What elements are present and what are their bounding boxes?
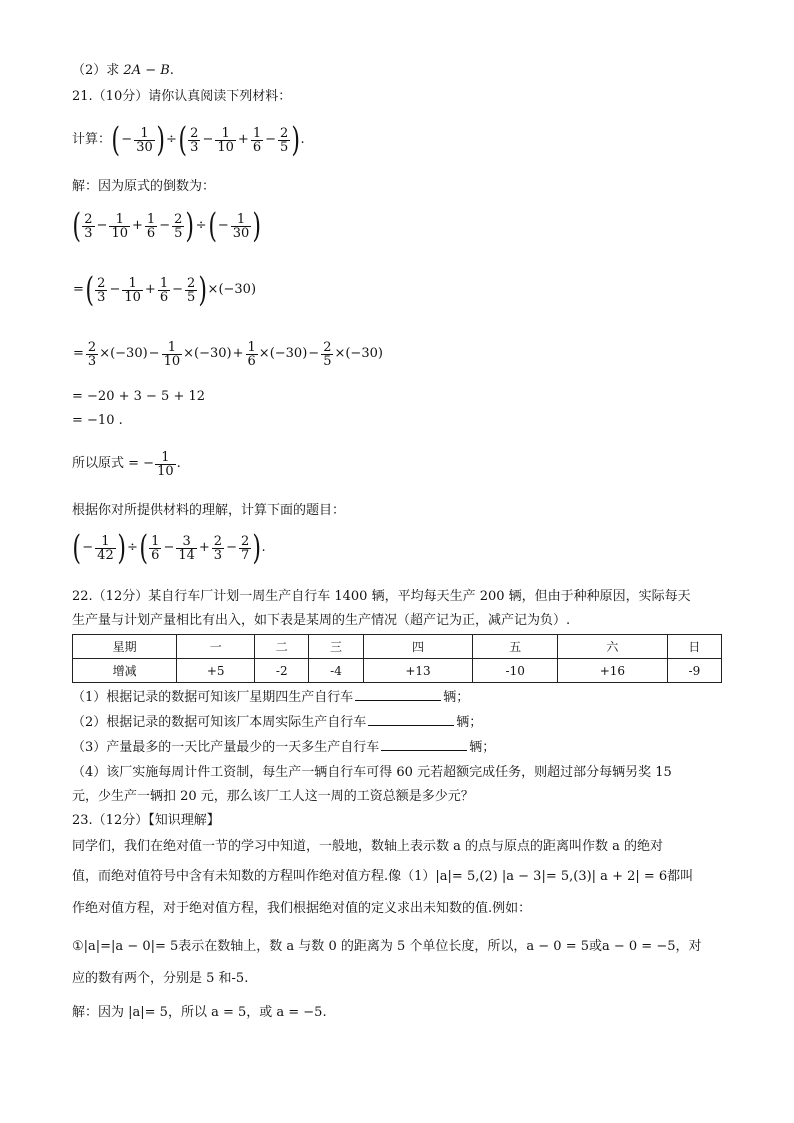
q22-line-2: 生产量与计划产量相比有出入，如下表是某周的生产情况（超产记为正，减产记为负）. bbox=[72, 613, 571, 628]
q21-reciprocal-expression: ( $\frac{2}{3}$ − $\frac{1}{10}$ + $\frac{1}{6}$ − $\frac{2}{5}$ ) ÷ ( − $\frac{1}{30}$ ) bbox=[72, 206, 262, 246]
q21-calc-label: 计算： bbox=[72, 132, 112, 147]
table-cell: -4 bbox=[309, 659, 363, 683]
q20-part2-expression: 2A − B bbox=[123, 63, 170, 78]
table-cell: 二 bbox=[255, 635, 309, 659]
q23-heading: 23.（12分）【知识理解】 bbox=[72, 813, 220, 828]
q21-calc-expression: 计算： ( − $\frac{1}{30}$ ) ÷ ( $\frac{2}{3}$ − $\frac{1}{10}$ + $\frac{1}{6}$ − $\frac{2}{5}$ ) . bbox=[72, 116, 305, 164]
table-cell: -2 bbox=[255, 659, 309, 683]
frac-1-10: $\frac{1}{10}$ bbox=[217, 125, 234, 155]
table-cell: 星期 bbox=[73, 635, 177, 659]
q22-sub-4-line-1: （4）该厂实施每周计件工资制，每生产一辆自行车可得 60 元若超额完成任务，则超过部分每辆另奖 15 bbox=[72, 765, 672, 780]
q20-part2-period: . bbox=[169, 63, 174, 78]
table-cell: 增减 bbox=[73, 659, 177, 683]
q21-task-expression: ( − $\frac{1}{42}$ ) ÷ ( $\frac{1}{6}$ − $\frac{3}{14}$ + $\frac{2}{3}$ − $\frac{2}{7}$ ) . bbox=[72, 528, 266, 568]
frac-2-3: $\frac{2}{3}$ bbox=[190, 125, 199, 155]
frac-2-5: $\frac{2}{5}$ bbox=[280, 125, 289, 155]
q23-p1-line-1: 同学们，我们在绝对值一节的学习中知道，一般地，数轴上表示数 a 的点与原点的距离叫作数 a 的绝对 bbox=[72, 839, 664, 854]
q22-sub-4-line-2: 元，少生产一辆扣 20 元，那么该厂工人这一周的工资总额是多少元？ bbox=[72, 789, 474, 804]
q22-sub-1: （1）根据记录的数据可知该厂星期四生产自行车 辆； bbox=[72, 690, 470, 705]
q22-sub-2: （2）根据记录的数据可知该厂本周实际生产自行车 辆； bbox=[72, 715, 483, 730]
table-cell: -9 bbox=[667, 659, 721, 683]
q21-step-5: = −10 . bbox=[72, 413, 123, 428]
answer-blank[interactable] bbox=[368, 713, 454, 726]
q23-p1-line-3: 作绝对值方程，对于绝对值方程，我们根据绝对值的定义求出未知数的值.例如： bbox=[72, 901, 532, 916]
q23-p3: 解：因为 |a|= 5，所以 a = 5，或 a = −5. bbox=[72, 1005, 327, 1020]
table-cell: +13 bbox=[363, 659, 473, 683]
q21-step-3: = $\frac{2}{3}$ ×(−30) − $\frac{1}{10}$ ×(−30) + $\frac{1}{6}$ ×(−30) − $\frac{2}{5}$ ×(−30) bbox=[73, 339, 383, 369]
table-cell: 一 bbox=[177, 635, 255, 659]
q22-sub-3: （3）产量最多的一天比产量最少的一天多生产自行车 辆； bbox=[72, 740, 496, 755]
q21-step-4: = −20 + 3 − 5 + 12 bbox=[72, 389, 206, 404]
q21-step-2: = ( $\frac{2}{3}$ − $\frac{1}{10}$ + $\frac{1}{6}$ − $\frac{2}{5}$ ) ×(−30) bbox=[73, 270, 257, 310]
table-row bbox=[73, 659, 722, 683]
table-header-row bbox=[73, 635, 722, 659]
q20-part2-label: （2）求 bbox=[72, 63, 120, 78]
q21-conclusion: 所以原式 = − $\frac{1}{10}$ . bbox=[72, 449, 181, 479]
table-cell: +16 bbox=[558, 659, 668, 683]
q22-line-1: 22.（12分）某自行车厂计划一周生产自行车 1400 辆，平均每天生产 200 辆，但由于种种原因，实际每天 bbox=[72, 589, 691, 604]
answer-blank[interactable] bbox=[355, 688, 441, 701]
q21-solution-label: 解：因为原式的倒数为： bbox=[72, 179, 216, 194]
table-cell: 六 bbox=[558, 635, 668, 659]
table-cell: 五 bbox=[473, 635, 558, 659]
q21-task: 根据你对所提供材料的理解，计算下面的题目： bbox=[72, 503, 346, 518]
q23-p2-line-2: 应的数有两个，分别是 5 和-5. bbox=[72, 971, 249, 986]
frac-1-6: $\frac{1}{6}$ bbox=[252, 125, 262, 155]
table-cell: 三 bbox=[309, 635, 363, 659]
q21-heading: 21.（10分）请你认真阅读下列材料： bbox=[72, 89, 292, 104]
q23-p1-line-2: 值，而绝对值符号中含有未知数的方程叫作绝对值方程.像（1）|a|= 5,(2) |a − 3|= 5,(3)| a + 2| = 6都叫 bbox=[72, 869, 694, 884]
frac-1-30: $\frac{1}{30}$ bbox=[136, 125, 153, 155]
production-table bbox=[72, 634, 722, 683]
table-cell: 日 bbox=[667, 635, 721, 659]
table-cell: 四 bbox=[363, 635, 473, 659]
q23-p2-line-1: ①|a|=|a − 0|= 5表示在数轴上，数 a 与数 0 的距离为 5 个单位长度，所以，a − 0 = 5或a − 0 = −5，对 bbox=[72, 939, 702, 954]
q20-part2 bbox=[72, 62, 174, 80]
table-cell: +5 bbox=[177, 659, 255, 683]
answer-blank[interactable] bbox=[381, 738, 467, 751]
table-cell: -10 bbox=[473, 659, 558, 683]
